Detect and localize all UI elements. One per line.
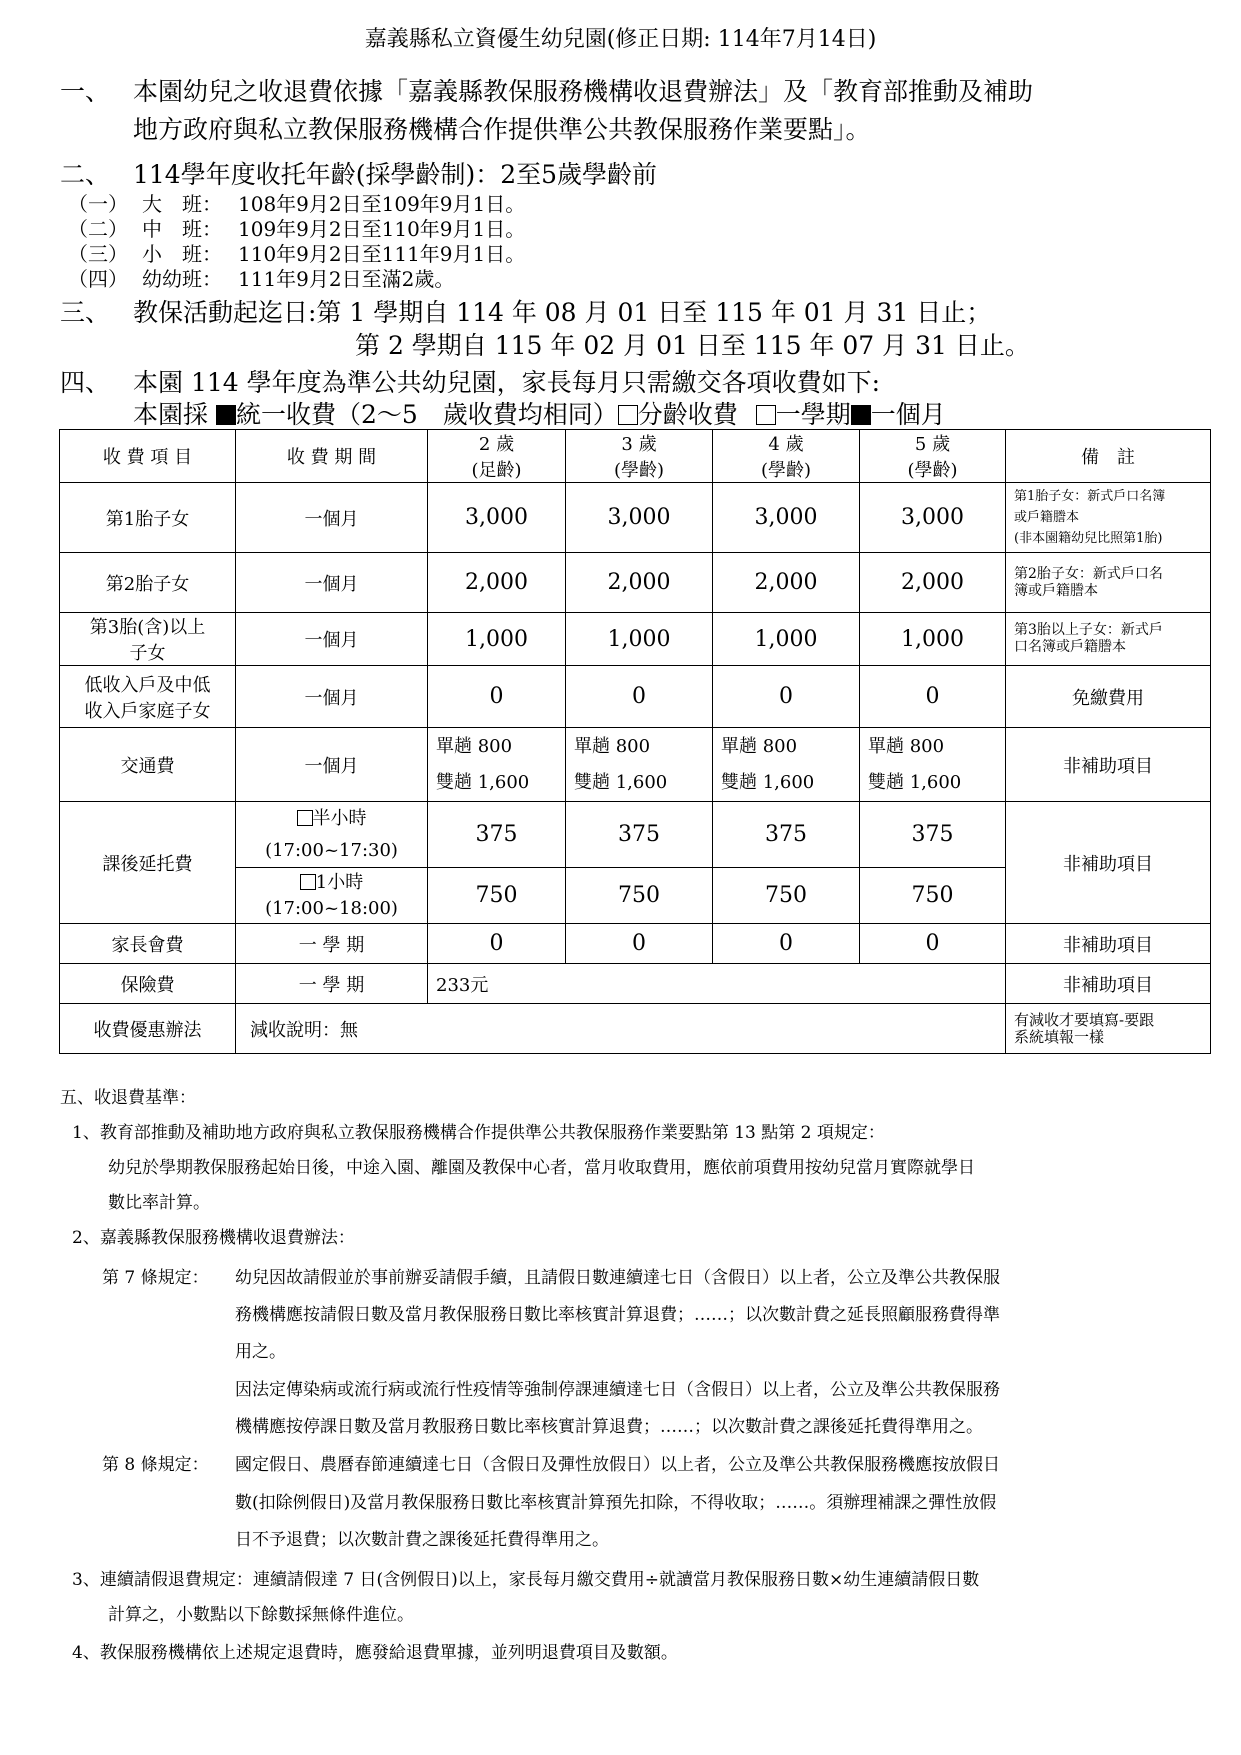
- row-7-age-4: 0: [713, 924, 860, 964]
- row-4-age-3: 0: [566, 666, 713, 728]
- header-age-3: 3 歲 (學齡): [566, 430, 713, 483]
- section-3-number: 三、: [60, 298, 111, 327]
- section-1-line-2: 地方政府與私立教保服務機構合作提供準公共教保服務作業要點」。: [133, 115, 871, 144]
- row-3-item: 第3胎(含)以上 子女: [60, 613, 236, 666]
- row-3-age-5: 1,000: [860, 613, 1006, 666]
- row-7-note: 非補助項目: [1006, 924, 1211, 964]
- row-1-age-4: 3,000: [713, 483, 860, 553]
- row-1-age-3: 3,000: [566, 483, 713, 553]
- table-row: [60, 728, 1211, 802]
- row-8-item: 保險費: [60, 964, 236, 1004]
- table-row: [60, 1004, 1211, 1054]
- section-4-line-1: 本園 114 學年度為準公共幼兒園，家長每月只需繳交各項收費如下:: [133, 368, 881, 397]
- row-4-age-4: 0: [713, 666, 860, 728]
- one-hour-checkbox[interactable]: [300, 874, 316, 890]
- row-5-period: 一個月: [236, 728, 428, 802]
- section-1-number: 一、: [60, 77, 111, 106]
- row-8-value: 233元: [428, 964, 1006, 1004]
- section-2-number: 二、: [60, 160, 111, 189]
- row-2-age-3: 2,000: [566, 553, 713, 613]
- row-2-item: 第2胎子女: [60, 553, 236, 613]
- table-row: [60, 924, 1211, 964]
- row-4-age-5: 0: [860, 666, 1006, 728]
- row-6-age-3: 375: [566, 802, 713, 868]
- age-item-2: （二） 中 班： 109年9月2日至110年9月1日。: [68, 217, 526, 241]
- header-period: 收 費 期 間: [236, 430, 428, 483]
- row-4-note: 免繳費用: [1006, 666, 1211, 728]
- row-4-age-2: 0: [428, 666, 566, 728]
- article-7-line-5: 機構應按停課日數及當月教服務日數比率核實計算退費；……；以次數計費之課後延托費得準用之。: [235, 1417, 983, 1437]
- article-8-line-2: 數(扣除例假日)及當月教保服務日數比率核實計算預先扣除，不得收取；……。須辦理補課之彈性放假: [235, 1493, 997, 1513]
- row-6-age-2: 375: [428, 802, 566, 868]
- row-1-age-5: 3,000: [860, 483, 1006, 553]
- row-6-option-1: 半小時 (17:00~17:30): [236, 802, 428, 868]
- section-5-p1-line-1: 1、教育部推動及補助地方政府與私立教保服務機構合作提供準公共教保服務作業要點第 13 點第 2 項規定：: [72, 1123, 885, 1143]
- article-7-line-4: 因法定傳染病或流行病或流行性疫情等強制停課連續達七日（含假日）以上者，公立及準公共教保服務: [235, 1380, 1000, 1400]
- table-row: [60, 553, 1211, 613]
- table-row: [60, 964, 1211, 1004]
- table-header-row: [60, 430, 1211, 483]
- row-6-age-5: 375: [860, 802, 1006, 868]
- age-item-3: （三） 小 班： 110年9月2日至111年9月1日。: [68, 242, 526, 266]
- article-7-line-3: 用之。: [235, 1342, 286, 1362]
- row-2-note: 第2胎子女：新式戶口名 簿或戶籍謄本: [1006, 553, 1211, 613]
- section-3-line-2: 第 2 學期自 115 年 02 月 01 日至 115 年 07 月 31 日止。: [355, 331, 1030, 360]
- header-note: 備 註: [1006, 430, 1211, 483]
- row-5-age-3: 單趟 800 雙趟 1,600: [566, 728, 713, 802]
- article-7-line-2: 務機構應按請假日數及當月教保服務日數比率核實計算退費；……；以次數計費之延長照顧服務費得準: [235, 1305, 1000, 1325]
- row-7-item: 家長會費: [60, 924, 236, 964]
- row-1-note: 第1胎子女：新式戶口名簿 或戶籍謄本 (非本園籍幼兒比照第1胎): [1006, 483, 1211, 553]
- row-6b-age-2: 750: [428, 868, 566, 924]
- fee-table: [59, 429, 1211, 1054]
- table-row: [60, 802, 1211, 868]
- fee-mode-line: 本園採 統一收費（2～5 歲收費均相同） 分齡收費 一學期 一個月: [133, 400, 946, 429]
- row-9-value: 減收說明：無: [236, 1004, 1006, 1054]
- row-2-age-2: 2,000: [428, 553, 566, 613]
- row-7-period: 一 學 期: [236, 924, 428, 964]
- row-6-item: 課後延托費: [60, 802, 236, 924]
- header-item: 收 費 項 目: [60, 430, 236, 483]
- row-7-age-3: 0: [566, 924, 713, 964]
- row-9-item: 收費優惠辦法: [60, 1004, 236, 1054]
- header-age-4: 4 歲 (學齡): [713, 430, 860, 483]
- row-5-item: 交通費: [60, 728, 236, 802]
- article-8-line-1: 國定假日、農曆春節連續達七日（含假日及彈性放假日）以上者，公立及準公共教保服務機應按放假日: [235, 1455, 1000, 1475]
- header-age-5: 5 歲 (學齡): [860, 430, 1006, 483]
- semester-checkbox[interactable]: [756, 405, 776, 425]
- row-3-note: 第3胎以上子女：新式戶 口名簿或戶籍謄本: [1006, 613, 1211, 666]
- row-5-age-2: 單趟 800 雙趟 1,600: [428, 728, 566, 802]
- row-6b-age-3: 750: [566, 868, 713, 924]
- section-5-p4: 4、教保服務機構依上述規定退費時，應發給退費單據，並列明退費項目及數額。: [72, 1643, 678, 1663]
- table-row: [60, 613, 1211, 666]
- section-5-heading: 五、收退費基準：: [60, 1088, 196, 1108]
- row-4-item: 低收入戶及中低 收入戶家庭子女: [60, 666, 236, 728]
- row-3-age-2: 1,000: [428, 613, 566, 666]
- row-3-age-4: 1,000: [713, 613, 860, 666]
- unified-fee-checkbox[interactable]: [216, 405, 236, 425]
- section-5-p3-line-1: 3、連續請假退費規定：連續請假達 7 日(含例假日)以上，家長每月繳交費用÷就讀當月教保服務日數×幼生連續請假日數: [72, 1570, 980, 1590]
- article-8-line-3: 日不予退費；以次數計費之課後延托費得準用之。: [235, 1530, 609, 1550]
- row-6-age-4: 375: [713, 802, 860, 868]
- row-6-note: 非補助項目: [1006, 802, 1211, 924]
- row-6b-age-4: 750: [713, 868, 860, 924]
- section-3-line-1: 教保活動起迄日:第 1 學期自 114 年 08 月 01 日至 115 年 01 月 31 日止；: [133, 298, 992, 327]
- age-item-1: （一） 大 班： 108年9月2日至109年9月1日。: [68, 192, 526, 216]
- half-hour-checkbox[interactable]: [297, 810, 313, 826]
- section-1-line-1: 本園幼兒之收退費依據「嘉義縣教保服務機構收退費辦法」及「教育部推動及補助: [133, 77, 1034, 106]
- row-7-age-2: 0: [428, 924, 566, 964]
- section-2-text: 114學年度收托年齡(採學齡制)：2至5歲學齡前: [133, 160, 658, 189]
- row-3-age-3: 1,000: [566, 613, 713, 666]
- row-1-age-2: 3,000: [428, 483, 566, 553]
- row-3-period: 一個月: [236, 613, 428, 666]
- row-7-age-5: 0: [860, 924, 1006, 964]
- header-age-2: 2 歲 (足齡): [428, 430, 566, 483]
- article-7-line-1: 幼兒因故請假並於事前辦妥請假手續，且請假日數連續達七日（含假日）以上者，公立及準公共教保服: [235, 1268, 1000, 1288]
- row-5-note: 非補助項目: [1006, 728, 1211, 802]
- age-item-4: （四） 幼幼班： 111年9月2日至滿2歲。: [68, 267, 455, 291]
- row-9-note: 有減收才要填寫-要跟 系統填報一樣: [1006, 1004, 1211, 1054]
- row-8-period: 一 學 期: [236, 964, 428, 1004]
- row-5-age-4: 單趟 800 雙趟 1,600: [713, 728, 860, 802]
- row-1-item: 第1胎子女: [60, 483, 236, 553]
- table-row: [60, 666, 1211, 728]
- row-2-age-4: 2,000: [713, 553, 860, 613]
- table-row: [60, 483, 1211, 553]
- section-5-p1-line-3: 數比率計算。: [108, 1193, 210, 1213]
- row-6-option-2: 1小時 (17:00~18:00): [236, 868, 428, 924]
- section-5-p1-line-2: 幼兒於學期教保服務起始日後，中途入園、離園及教保中心者，當月收取費用，應依前項費用按幼兒當月實際就學日: [108, 1158, 975, 1178]
- age-based-fee-checkbox[interactable]: [618, 405, 638, 425]
- section-5-p3-line-2: 計算之，小數點以下餘數採無條件進位。: [108, 1605, 414, 1625]
- section-4-number: 四、: [60, 368, 111, 397]
- row-5-age-5: 單趟 800 雙趟 1,600: [860, 728, 1006, 802]
- row-4-period: 一個月: [236, 666, 428, 728]
- row-8-note: 非補助項目: [1006, 964, 1211, 1004]
- article-8-label: 第 8 條規定：: [102, 1455, 209, 1475]
- article-7-label: 第 7 條規定：: [102, 1268, 209, 1288]
- row-6b-age-5: 750: [860, 868, 1006, 924]
- page-title: 嘉義縣私立資優生幼兒園(修正日期: 114年7月14日): [364, 27, 877, 52]
- section-5-p2: 2、嘉義縣教保服務機構收退費辦法：: [72, 1228, 355, 1248]
- row-2-age-5: 2,000: [860, 553, 1006, 613]
- row-2-period: 一個月: [236, 553, 428, 613]
- monthly-checkbox[interactable]: [851, 405, 871, 425]
- row-1-period: 一個月: [236, 483, 428, 553]
